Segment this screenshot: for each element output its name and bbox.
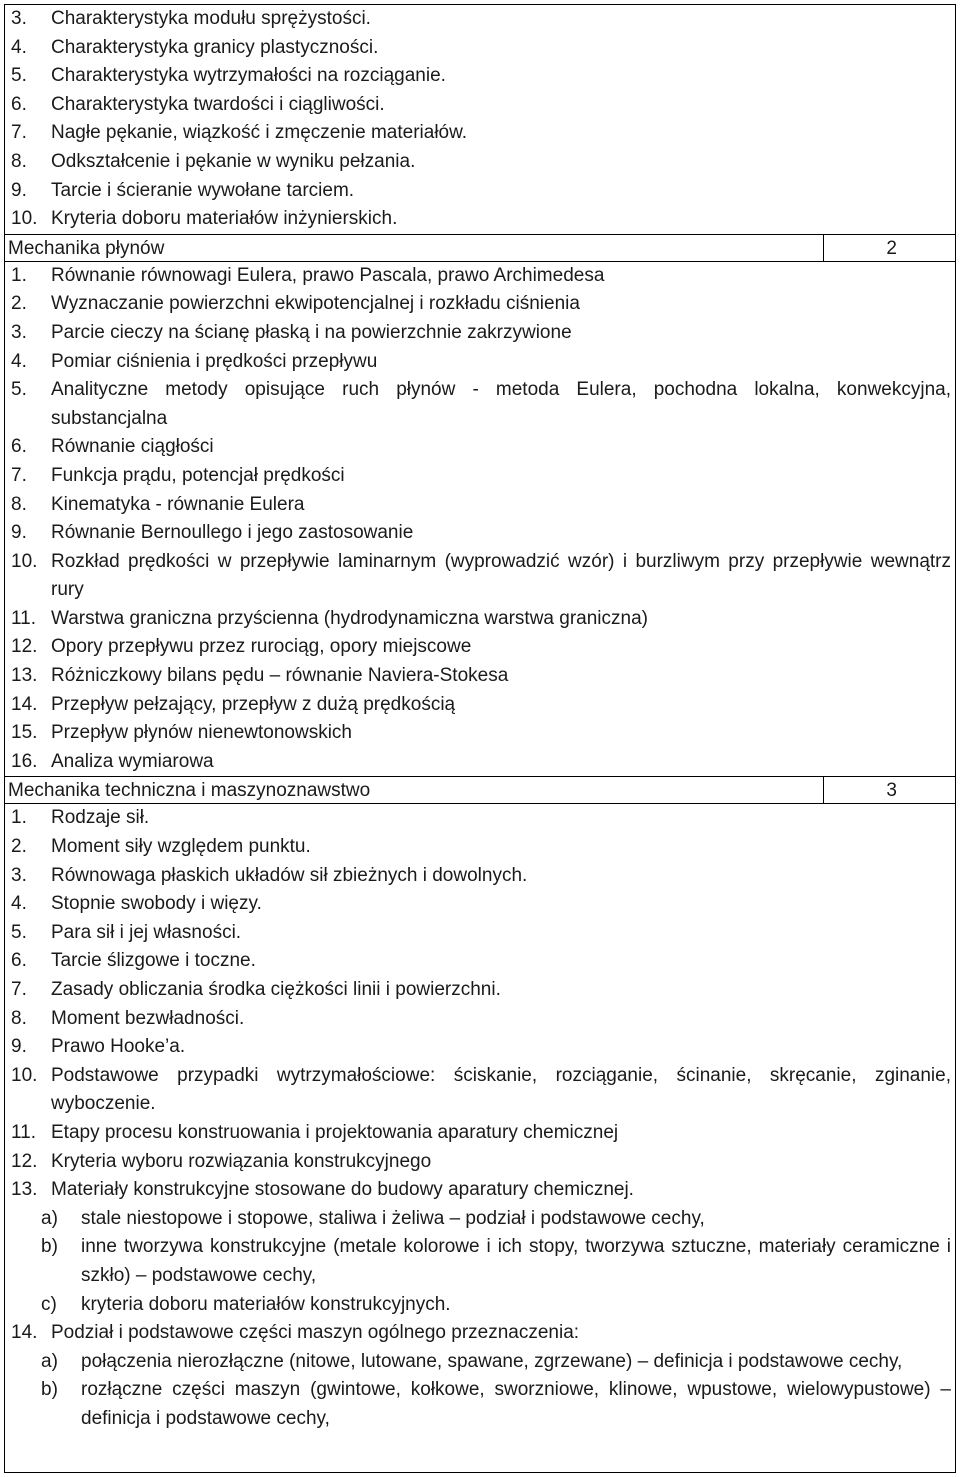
item-text: Wyznaczanie powierzchni ekwipotencjalnej i rozkładu ciśnienia	[51, 293, 580, 315]
item-number: 9.	[11, 179, 27, 201]
item-number: 4.	[11, 350, 27, 372]
item-text: Pomiar ciśnienia i prędkości przepływu	[51, 350, 378, 372]
item-number: 6.	[11, 436, 27, 458]
list-item	[5, 605, 955, 634]
item-text: Zasady obliczania środka ciężkości linii i powierzchni.	[51, 979, 501, 1000]
section-fluid-mechanics	[5, 234, 955, 777]
list-item	[5, 119, 955, 148]
item-text: Tarcie i ścieranie wywołane tarciem.	[51, 179, 355, 201]
item-number: 11.	[11, 1121, 37, 1143]
item-number: 6.	[11, 93, 27, 115]
item-text: połączenia nierozłączne (nitowe, lutowane, spawane, zgrzewane) – definicja i podstawowe cechy,	[81, 1350, 903, 1372]
item-text: Moment bezwładności.	[51, 1007, 245, 1029]
item-number: 3.	[11, 864, 27, 886]
item-number: 7.	[11, 122, 27, 144]
list-item	[5, 976, 955, 1005]
item-number: 12.	[11, 636, 38, 658]
item-number: 5.	[11, 921, 27, 943]
list-item	[5, 1319, 955, 1348]
item-text: Równanie Bernoullego i jego zastosowanie	[51, 522, 414, 544]
list-item	[5, 62, 955, 91]
item-text: Charakterystyka twardości i ciągliwości.	[51, 93, 385, 115]
item-number: a)	[41, 1207, 58, 1229]
item-text: Stopnie swobody i więzy.	[51, 893, 262, 915]
item-number: 13.	[11, 665, 38, 687]
item-number: 1.	[11, 807, 27, 829]
list-item	[5, 1148, 955, 1177]
item-number: 9.	[11, 522, 27, 544]
section-title: Mechanika techniczna i maszynoznawstwo	[8, 780, 371, 802]
item-text: Odkształcenie i pękanie w wyniku pełzania.	[51, 150, 416, 172]
item-text: Materiały konstrukcyjne stosowane do budowy aparatury chemicznej.	[51, 1179, 634, 1201]
sub-list-item	[5, 1205, 955, 1234]
item-text: Charakterystyka modułu sprężystości.	[51, 8, 371, 29]
section-technical-mechanics	[5, 776, 955, 1433]
item-text: Podstawowe przypadki wytrzymałościowe: ściskanie, rozciąganie, ścinanie, skręcanie, zginanie, wyboczenie.	[51, 1064, 951, 1115]
list-item	[5, 1119, 955, 1148]
item-text: Moment siły względem punktu.	[51, 836, 311, 858]
item-text: Parcie cieczy na ścianę płaską i na powierzchnie zakrzywione	[51, 321, 572, 343]
list-item	[5, 177, 955, 206]
list-item	[5, 5, 955, 34]
item-number: b)	[41, 1236, 58, 1258]
item-text: stale niestopowe i stopowe, staliwa i żeliwa – podział i podstawowe cechy,	[81, 1207, 705, 1229]
section-number: 3	[823, 777, 955, 803]
section-number: 2	[823, 235, 955, 261]
technical-mechanics-topic-list	[5, 804, 955, 1433]
sub-list-item	[5, 1233, 955, 1290]
item-text: Przepływ pełzający, przepływ z dużą prędkością	[51, 693, 456, 715]
item-text: Rodzaje sił.	[51, 807, 150, 829]
item-text: Analityczne metody opisujące ruch płynów - metoda Eulera, pochodna lokalna, konwekcyjna, substancjalna	[51, 379, 951, 429]
item-number: 4.	[11, 36, 27, 58]
item-number: 5.	[11, 379, 27, 401]
list-item	[5, 804, 955, 833]
item-number: 1.	[11, 264, 27, 286]
item-number: 3.	[11, 8, 27, 29]
item-number: 8.	[11, 1007, 27, 1029]
item-text: Warstwa graniczna przyścienna (hydrodynamiczna warstwa graniczna)	[51, 607, 648, 629]
section-materials-continued	[5, 5, 955, 234]
item-number: 9.	[11, 1036, 27, 1058]
item-number: b)	[41, 1379, 58, 1401]
item-text: Równanie równowagi Eulera, prawo Pascala, prawo Archimedesa	[51, 264, 605, 286]
section-header-fluid-mechanics	[5, 234, 955, 262]
item-text: Różniczkowy bilans pędu – równanie Naviera-Stokesa	[51, 665, 509, 687]
item-text: Para sił i jej własności.	[51, 921, 242, 943]
item-number: 2.	[11, 836, 27, 858]
item-number: 8.	[11, 493, 27, 515]
list-item	[5, 633, 955, 662]
item-text: Charakterystyka granicy plastyczności.	[51, 36, 379, 58]
item-text: rozłączne części maszyn (gwintowe, kołkowe, sworzniowe, klinowe, wpustowe, wielowypustowe) – definicja i podstawowe cechy,	[81, 1379, 951, 1429]
item-number: 12.	[11, 1150, 38, 1172]
item-number: 8.	[11, 150, 27, 172]
item-text: Kryteria wyboru rozwiązania konstrukcyjnego	[51, 1150, 432, 1172]
list-item	[5, 1005, 955, 1034]
item-number: 3.	[11, 321, 27, 343]
fluid-mechanics-topic-list	[5, 262, 955, 777]
item-number: 16.	[11, 750, 38, 772]
materials-topic-list	[5, 5, 955, 234]
item-text: Równowaga płaskich układów sił zbieżnych i dowolnych.	[51, 864, 528, 886]
item-text: Etapy procesu konstruowania i projektowania aparatury chemicznej	[51, 1121, 619, 1143]
item-number: 6.	[11, 950, 27, 972]
item-number: a)	[41, 1350, 58, 1372]
list-item	[5, 519, 955, 548]
list-item	[5, 890, 955, 919]
list-item	[5, 433, 955, 462]
list-item	[5, 833, 955, 862]
item-text: Opory przepływu przez rurociąg, opory miejscowe	[51, 636, 472, 658]
item-text: Równanie ciągłości	[51, 436, 214, 458]
item-text: kryteria doboru materiałów konstrukcyjnych.	[81, 1293, 451, 1315]
sub-list-item	[5, 1291, 955, 1320]
list-item	[5, 919, 955, 948]
item-text: Prawo Hooke’a.	[51, 1036, 186, 1058]
sub-list-item	[5, 1348, 955, 1377]
item-number: 10.	[11, 208, 38, 230]
item-number: 5.	[11, 65, 27, 87]
item-text: Podział i podstawowe części maszyn ogólnego przeznaczenia:	[51, 1322, 580, 1344]
item-number: 13.	[11, 1179, 38, 1201]
list-item	[5, 1062, 955, 1119]
item-text: Charakterystyka wytrzymałości na rozciąganie.	[51, 65, 446, 87]
item-number: 2.	[11, 293, 27, 315]
item-text: Nagłe pękanie, wiązkość i zmęczenie materiałów.	[51, 122, 468, 144]
list-item	[5, 348, 955, 377]
list-item	[5, 262, 955, 291]
section-title: Mechanika płynów	[8, 237, 165, 259]
list-item	[5, 748, 955, 777]
list-item	[5, 862, 955, 891]
item-text: Kinematyka - równanie Eulera	[51, 493, 305, 515]
item-number: 7.	[11, 979, 27, 1000]
list-item	[5, 719, 955, 748]
item-number: 14.	[11, 1322, 38, 1344]
item-number: 7.	[11, 464, 27, 486]
item-text: Rozkład prędkości w przepływie laminarnym (wyprowadzić wzór) i burzliwym przy przepływie wewnątrz rury	[51, 550, 951, 601]
item-text: Analiza wymiarowa	[51, 750, 214, 772]
item-text: Kryteria doboru materiałów inżynierskich.	[51, 208, 398, 230]
list-item	[5, 548, 955, 605]
item-number: 10.	[11, 550, 38, 572]
list-item	[5, 947, 955, 976]
item-number: 15.	[11, 722, 38, 744]
list-item	[5, 205, 955, 234]
list-item	[5, 290, 955, 319]
item-number: 14.	[11, 693, 38, 715]
item-text: inne tworzywa konstrukcyjne (metale kolorowe i ich stopy, tworzywa sztuczne, materiały ceramiczne i szkło) – podstawowe cechy,	[81, 1236, 951, 1286]
list-item	[5, 662, 955, 691]
section-header-technical-mechanics	[5, 776, 955, 804]
list-item	[5, 376, 955, 433]
list-item	[5, 148, 955, 177]
item-number: c)	[41, 1293, 57, 1315]
item-text: Przepływ płynów nienewtonowskich	[51, 722, 352, 744]
item-text: Funkcja prądu, potencjał prędkości	[51, 464, 345, 486]
list-item	[5, 1033, 955, 1062]
item-number: 11.	[11, 607, 37, 629]
item-number: 10.	[11, 1064, 38, 1086]
item-text: Tarcie ślizgowe i toczne.	[51, 950, 256, 972]
item-number: 4.	[11, 893, 27, 915]
sub-list-item	[5, 1376, 955, 1433]
list-item	[5, 491, 955, 520]
list-item	[5, 1176, 955, 1205]
list-item	[5, 462, 955, 491]
list-item	[5, 319, 955, 348]
list-item	[5, 34, 955, 63]
list-item	[5, 691, 955, 720]
document-page	[4, 4, 956, 1473]
list-item	[5, 91, 955, 120]
